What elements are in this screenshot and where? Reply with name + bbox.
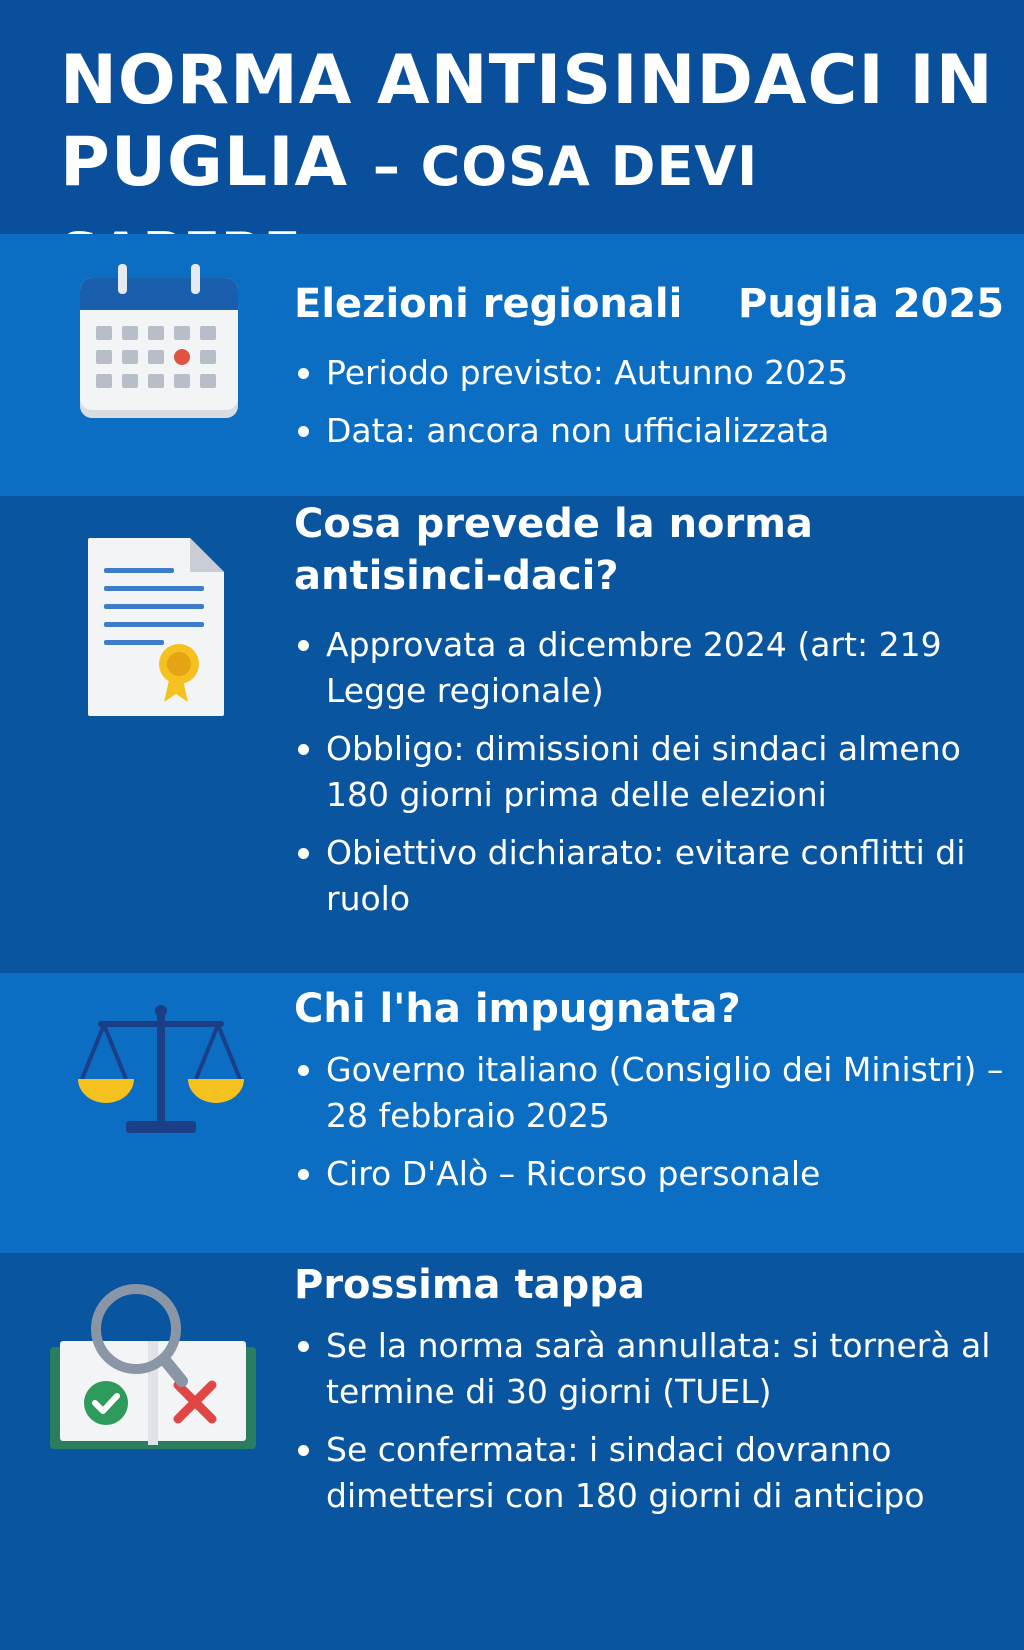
section-heading: Chi l'ha impugnata? <box>294 986 741 1032</box>
list-item: Approvata a dicembre 2024 (art: 219 Legge regionale) <box>294 622 1004 714</box>
magnifier-book-icon <box>50 1283 256 1453</box>
document-certificate-icon <box>86 536 226 718</box>
title-line-2-big: PUGLIA <box>60 123 349 202</box>
section-challenge <box>0 973 1024 1253</box>
section-heading: Prossima tappa <box>294 1262 645 1308</box>
section-elections <box>0 234 1024 496</box>
section-next-step <box>0 1253 1024 1650</box>
list-item: Governo italiano (Consiglio dei Ministri) – 28 febbraio 2025 <box>294 1047 1004 1139</box>
title-line-2-small: – COSA DEVI <box>372 135 759 198</box>
list-item: Obbligo: dimissioni dei sindaci almeno 180 giorni prima delle elezioni <box>294 726 1004 818</box>
section-norm <box>0 496 1024 973</box>
bullet-list <box>294 622 1004 934</box>
section-heading <box>294 278 1014 330</box>
bullet-list <box>294 1323 1004 1531</box>
heading-left: Elezioni regionali <box>294 281 683 327</box>
header-banner <box>0 0 1024 234</box>
heading-right: Puglia 2025 <box>738 281 1005 327</box>
list-item: Obiettivo dichiarato: evitare conflitti di ruolo <box>294 830 1004 922</box>
list-item: Data: ancora non ufficializzata <box>294 408 1004 454</box>
title-line-1: NORMA ANTISINDACI IN <box>60 41 994 120</box>
scales-of-justice-icon <box>78 1005 244 1137</box>
list-item: Periodo previsto: Autunno 2025 <box>294 350 1004 396</box>
calendar-icon <box>78 264 243 424</box>
bullet-list <box>294 1047 1004 1209</box>
section-heading: Cosa prevede la norma antisinci-daci? <box>294 501 813 599</box>
list-item: Se confermata: i sindaci dovranno dimettersi con 180 giorni di anticipo <box>294 1427 1004 1519</box>
list-item: Ciro D'Alò – Ricorso personale <box>294 1151 1004 1197</box>
bullet-list <box>294 350 1004 466</box>
list-item: Se la norma sarà annullata: si tornerà al termine di 30 giorni (TUEL) <box>294 1323 1004 1415</box>
